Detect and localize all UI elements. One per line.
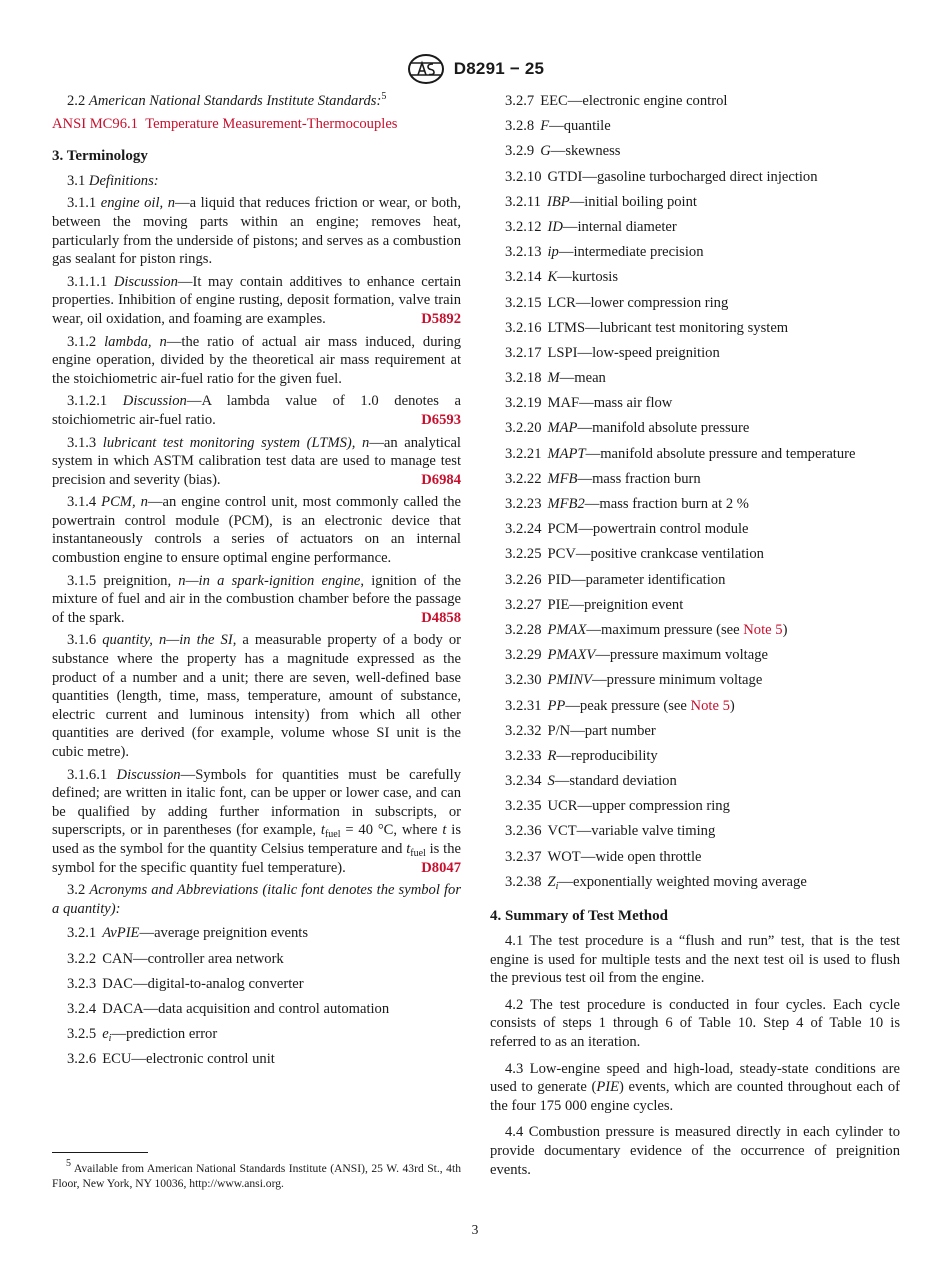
item-number: 3.2.4 [67,1000,97,1017]
acronym-definition: —mass fraction burn [577,470,701,487]
section-heading-summary: 4. Summary of Test Method [490,908,668,925]
list-item [505,142,900,161]
acronym: DAC [102,975,133,992]
definition-text: , ignition of the mixture of fuel and air in the combustion chamber before the passage of the spark. [52,572,461,626]
item-number: 3.2.7 [505,93,535,109]
paragraph-4-1: 4.1 The test procedure is a “flush and run” test, that is the test engine is used for multiple tests and the next test oil is used to flush the previous test oil from the engine. [490,933,900,987]
acronym: ID [547,218,563,235]
acronym-definition: —average preignition events [139,925,309,942]
acronym: VCT [547,823,577,840]
acronym: MAP [547,420,578,437]
acronym-definition: —part number [570,722,656,739]
item-number: 3.2.11 [505,193,541,210]
footnote-marker: 5 [381,91,387,102]
section-3-2 [52,881,461,918]
item-number: 3.2.37 [505,848,542,865]
acronym: F [540,118,550,135]
acronym: G [540,143,551,160]
item-number: 3.2.23 [505,496,542,512]
item-number: 3.2.22 [505,470,542,487]
symbol: PIE [596,1079,620,1096]
acronym-definition: —pressure minimum voltage [592,672,763,689]
acronym-definition: —manifold absolute pressure [577,420,750,437]
footnote-marker: 5 [66,1158,71,1169]
list-item [505,470,900,489]
acronym-definition: —gasoline turbocharged direct injection [582,168,818,185]
acronym: e [102,1026,109,1043]
acronym-definition: —reproducibility [556,747,658,764]
list-item [505,545,900,564]
acronym-definition: —parameter identification [571,571,726,588]
acronym: M [547,370,560,387]
acronym: PCV [547,546,576,563]
list-item [505,646,900,665]
definition-lambda [52,333,461,389]
definition-text: —It may contain additives to enhance certain properties. Inhibition of engine rusting, deposit formation, valve train wear, oil oxidation, and foaming are examples. [52,273,461,327]
acronym-definition: —manifold absolute pressure and temperature [585,445,856,462]
item-number: 3.2.29 [505,647,542,664]
section-title: Definitions: [88,172,159,189]
ansi-code-link[interactable]: ANSI MC96.1 [52,115,138,132]
section-3-1 [52,172,461,191]
definition-text: is the symbol for the specific quantity fuel temperature). [52,840,461,876]
acronym: AvPIE [102,925,140,942]
item-number: 3.2.30 [505,672,542,689]
list-item [505,697,900,716]
item-number: 3.2.16 [505,319,542,336]
item-number: 3.2.27 [505,596,542,613]
acronym-definition: —mass fraction burn at 2 % [584,496,749,512]
definition-text: —the ratio of actual air mass induced, during engine operation, divided by the theoretical air mass requirement at the stoichiometric air-fuel ratio for the given fuel. [52,333,462,387]
list-item [67,950,461,969]
footnote-divider [52,1152,148,1153]
left-column [52,92,461,1075]
item-number: 3.2.14 [505,269,542,286]
section-title: American National Standards Institute Standards: [88,93,382,109]
list-item [505,369,900,388]
section-number: 3.1.2.1 [67,393,108,410]
definition-text: —a liquid that reduces friction or wear, or both, between the moving parts within an engine; removes heat, particularly from the underside of pistons; and serves as a combustion gas sealant for piston rings. [52,195,461,268]
item-number: 3.2.21 [505,445,542,462]
discussion-3-1-2-1 [52,392,461,429]
list-item [505,571,900,590]
definition-quantity [52,631,461,761]
acronym-definition: —quantile [549,118,611,135]
acronym: DACA [102,1000,144,1017]
term-qualifier: , n—in a spark-ignition engine [167,572,361,589]
right-column [490,92,900,1183]
acronym: PID [547,571,571,588]
list-item [505,747,900,766]
symbol-subscript: fuel [324,829,341,841]
item-number: 3.2.28 [505,621,542,638]
item-number: 3.2.26 [505,571,542,588]
item-number: 3.2.13 [505,244,542,261]
definition-engine-oil [52,194,461,268]
item-number: 3.2.31 [505,697,542,714]
acronym-definition: —data acquisition and control automation [143,1000,390,1017]
section-number: 3.1.1.1 [67,273,108,290]
acronym: ECU [102,1051,132,1068]
list-item [505,797,900,816]
section-title: Acronyms and Abbreviations (italic font denotes the symbol for a quantity): [52,882,461,917]
acronym: LCR [547,294,576,311]
acronym: MAPT [547,445,586,462]
item-number: 3.2.18 [505,370,542,387]
acronym-definition: —lubricant test monitoring system [585,319,789,336]
definition-text: , a measurable property of a body or substance where the property has a magnitude expressed as the product of a number and a unit; there are seven, well-defined base quantities (length, time, mass, temperature, amount of substance, electric current and luminous intensity) from which all other quantities are derived (for example, volume whose SI unit is the cubic metre). [52,632,462,760]
item-number: 3.2.36 [505,823,542,840]
list-item [505,520,900,539]
acronym: GTDI [547,168,583,185]
item-number: 3.2.9 [505,143,535,160]
acronym: PP [547,697,566,714]
acronym-definition: —low-speed preignition [577,344,720,361]
list-item [505,848,900,867]
symbol: t [320,822,325,839]
list-item [505,822,900,841]
list-item [67,1025,461,1044]
discussion-3-1-1-1 [52,273,461,329]
list-item [505,319,900,338]
symbol-subscript: fuel [410,847,426,859]
list-item [505,218,900,237]
paragraph-4-2: 4.2 The test procedure is conducted in four cycles. Each cycle consists of steps 1 through 6 of Table 10. Step 4 of Table 10 is referred to as an iteration. [490,996,900,1050]
list-item [505,722,900,741]
list-item [67,975,461,994]
term: lubricant test monitoring system (LTMS), n [102,434,370,451]
term: engine oil, n [100,195,176,212]
paragraph-text: ) events, which are counted throughout each of the four 175 000 engine cycles. [490,1079,900,1114]
list-item [505,394,900,413]
acronym-subscript: i [555,880,559,892]
note-5-link[interactable]: Note 5 [743,621,783,638]
item-number: 3.2.15 [505,294,542,311]
list-item [505,596,900,615]
list-item [505,495,900,514]
standard-designation: D8291 − 25 [453,59,545,78]
acronym-definition: —digital-to-analog converter [133,975,304,992]
definition-text: —A lambda value of 1.0 denotes a stoichiometric air-fuel ratio. [52,393,461,428]
acronym: K [547,269,558,286]
section-2-2 [52,92,461,111]
item-number: 3.2.32 [505,722,542,739]
item-number: 3.2.20 [505,420,542,437]
acronym-definition: —preignition event [569,596,684,613]
acronym: CAN [102,950,133,967]
list-item [67,1050,461,1069]
acronym-definition: —mass air flow [579,395,673,412]
reference-link-d4858[interactable]: D4858 [421,609,461,626]
definition-ltms [52,434,461,490]
acronym: R [547,747,557,764]
acronym: PMAXV [547,647,596,664]
list-item [505,772,900,791]
list-item [505,294,900,313]
acronym: UCR [547,798,578,815]
acronym-definition: —exponentially weighted moving average [558,873,807,890]
note-5-link[interactable]: Note 5 [690,697,730,714]
reference-link-d8047[interactable]: D8047 [421,859,461,876]
acronym-definition: —variable valve timing [576,823,716,840]
page-number: 3 [471,1222,479,1237]
footnote-5 [52,1158,461,1191]
section-number: 3.1.1 [67,195,97,212]
definition-pcm [52,493,461,567]
acronym: Z [547,873,556,890]
item-number: 3.2.33 [505,747,542,764]
acronym: S [547,773,555,790]
acronym-definition: —electronic engine control [567,93,728,109]
section-number: 3.1.5 [67,572,97,589]
acronym: PMINV [547,672,593,689]
acronym-definition: —positive crankcase ventilation [575,546,764,563]
symbol: t [442,822,447,839]
item-number: 3.2.2 [67,950,97,967]
item-number: 3.2.12 [505,218,542,235]
acronym-definition: —mean [559,370,606,387]
ansi-reference [52,115,461,134]
paragraph-4-3 [490,1060,900,1116]
section-number: 3.2 [67,882,86,899]
acronym-definition: —electronic control unit [131,1051,275,1068]
definition-text: —an engine control unit, most commonly called the powertrain control module (PCM), is an electronic device that instantaneously controls a series of actuators on an internal combustion engine to ensure optimal engine performance. [52,494,462,567]
symbol: t [406,840,411,857]
acronym-definition: —prediction error [111,1026,218,1043]
acronym: PMAX [547,621,587,638]
list-item [505,445,900,464]
acronym-definition: —upper compression ring [577,798,730,815]
term: Discussion [116,766,181,783]
definition-text: = 40 °C, where [340,822,443,839]
acronym: LTMS [547,319,586,336]
paragraph-4-4: 4.4 Combustion pressure is measured directly in each cylinder to provide documentary evidence of the occurrence of preignition events. [490,1124,900,1178]
acronym-definition: —initial boiling point [569,193,697,210]
acronym-definition: —standard deviation [554,773,677,790]
acronym: EEC [540,93,568,109]
definition-text: —Symbols for quantities must be carefully defined; are written in italic font, can be upper or lower case, and can be qualified by adding further information in subscripts, or superscripts, or in parentheses (for example, [52,766,461,839]
definition-text: —an analytical system in which ASTM calibration test data are used to manage test precision and severity (bias). [52,434,461,488]
term: Discussion [113,273,178,290]
acronym-definition: —wide open throttle [580,848,702,865]
term: PCM, n [101,494,148,511]
section-heading-terminology: 3. Terminology [52,148,148,165]
item-number: 3.2.34 [505,773,542,790]
acronym-definition: —peak pressure (see [565,697,691,714]
item-number: 3.2.6 [67,1051,97,1068]
acronym-definition: —maximum pressure (see [586,621,744,638]
list-item [505,873,900,892]
section-number: 3.1.4 [67,494,97,511]
item-number: 3.2.5 [67,1026,97,1043]
item-number: 3.2.24 [505,521,542,538]
list-item [505,92,900,111]
acronym: LSPI [547,344,578,361]
item-number: 3.2.17 [505,344,542,361]
acronym: PCM [547,521,579,538]
page-header [0,52,950,86]
acronym-definition: —controller area network [133,950,284,967]
list-item [505,243,900,262]
acronym: MAF [547,395,580,412]
section-number: 3.1.6.1 [67,766,108,783]
item-number: 3.2.1 [67,925,97,942]
definition-text: is used as the symbol for the quantity Celsius temperature and [52,822,462,857]
acronym-definition: —intermediate precision [558,244,704,261]
acronym-list-right [490,92,900,891]
acronym: MFB2 [547,496,585,512]
term: quantity, n—in the SI [102,632,233,649]
list-item [505,671,900,690]
section-number: 2.2 [67,93,86,109]
reference-link-d6593[interactable]: D6593 [421,411,461,428]
list-item [505,344,900,363]
item-number: 3.2.3 [67,975,97,992]
footnote-text: Available from American National Standards Institute (ANSI), 25 W. 43rd St., 4th Floor, New York, NY 10036, http://www.ansi.org. [52,1162,461,1190]
section-number: 3.1.2 [67,333,97,350]
ansi-title-link[interactable]: Temperature Measurement-Thermocouples [145,115,398,132]
item-number: 3.2.19 [505,395,542,412]
acronym-definition: —skewness [550,143,621,160]
acronym: ip [547,244,559,261]
astm-logo-icon [406,52,446,86]
section-number: 3.1 [67,172,86,189]
item-number: 3.2.38 [505,873,542,890]
term: preignition [103,572,168,589]
section-number: 3.1.3 [67,434,97,451]
closing-paren: ) [729,697,735,714]
list-item [505,268,900,287]
list-item [505,117,900,136]
section-number: 3.1.6 [67,632,97,649]
term: lambda, n [104,333,167,350]
acronym-list-left [52,924,461,1069]
acronym: P/N [547,722,571,739]
reference-link-d6984[interactable]: D6984 [421,471,461,488]
acronym-definition: —pressure maximum voltage [595,647,768,664]
list-item [67,924,461,943]
discussion-3-1-6-1 [52,766,461,878]
paragraph-text: 4.3 Low-engine speed and high-load, steady-state conditions are used to generate ( [490,1060,900,1096]
item-number: 3.2.25 [505,546,542,563]
term: Discussion [122,393,187,410]
acronym: WOT [547,848,581,865]
list-item [505,621,900,640]
acronym-definition: —kurtosis [557,269,619,286]
acronym: IBP [546,193,570,210]
list-item [505,419,900,438]
item-number: 3.2.35 [505,798,542,815]
acronym-definition: —powertrain control module [578,521,749,538]
acronym-subscript: i [108,1033,112,1045]
reference-link-d5892[interactable]: D5892 [421,310,461,327]
acronym-definition: —lower compression ring [575,294,729,311]
definition-preignition [52,572,461,628]
closing-paren: ) [782,621,788,638]
item-number: 3.2.10 [505,168,542,185]
list-item [67,1000,461,1019]
acronym-definition: —internal diameter [562,218,677,235]
acronym: MFB [547,470,578,487]
list-item [505,193,900,212]
acronym: PIE [547,596,570,613]
list-item [505,168,900,187]
item-number: 3.2.8 [505,118,535,135]
